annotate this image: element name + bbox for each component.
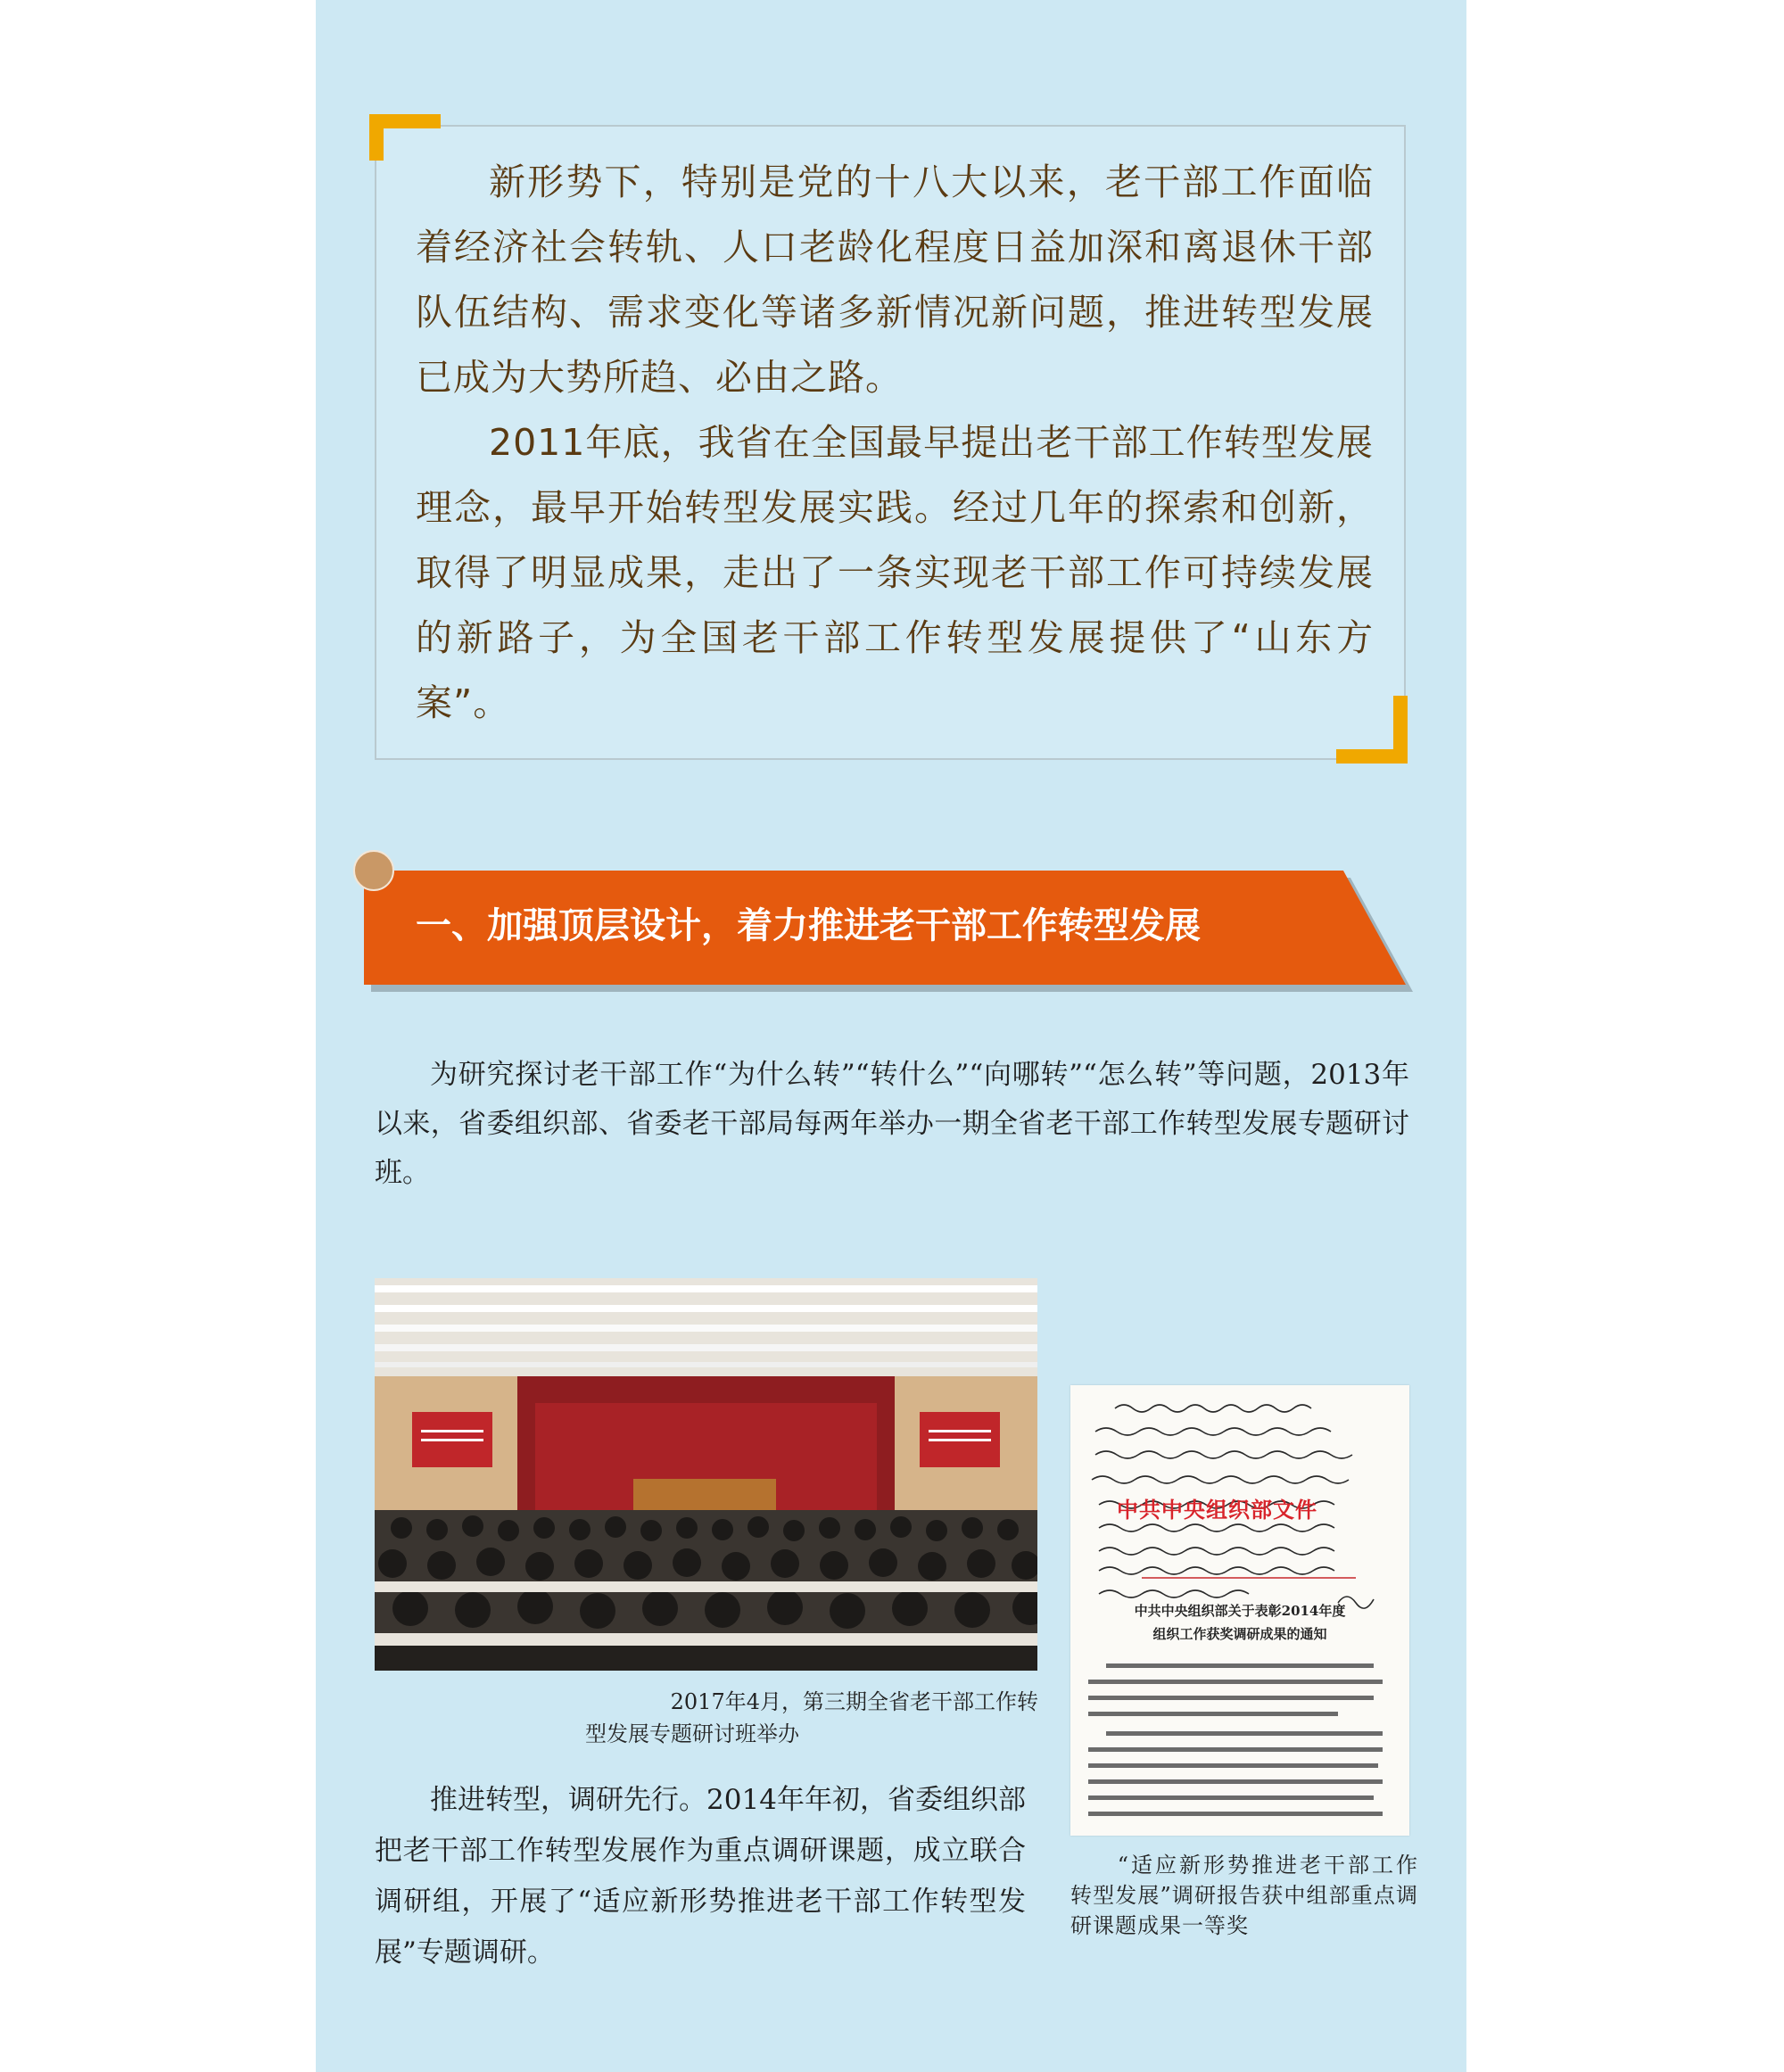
- document-header: 中共中央组织部文件: [1117, 1497, 1317, 1523]
- document-title-line-1: 中共中央组织部关于表彰2014年度: [1134, 1603, 1346, 1619]
- banner-bullet-icon: [353, 850, 394, 891]
- document-caption-text: “适应新形势推进老干部工作转型发展”调研报告获中组部重点调研课题成果一等奖: [1070, 1853, 1418, 1938]
- section-title: 一、加强顶层设计，着力推进老干部工作转型发展: [416, 905, 1201, 946]
- body-text-2: [375, 1775, 1026, 1978]
- intro-paragraph-2: 2011年底，我省在全国最早提出老干部工作转型发展理念，最早开始转型发展实践。经过几年的探索和创新，取得了明显成果，走出了一条实现老干部工作可持续发展的新路子，为全国老干部工作转型发展提供了“山东方案”。: [416, 421, 1374, 724]
- photo-caption: [571, 1686, 1044, 1750]
- body-paragraph-1: 为研究探讨老干部工作“为什么转”“转什么”“向哪转”“怎么转”等问题，2013年以来，省委组织部、省委老干部局每两年举办一期全省老干部工作转型发展专题研讨班。: [375, 1059, 1409, 1189]
- document-body-lines: [1088, 1658, 1392, 1828]
- intro-text: [416, 150, 1374, 736]
- photo-caption-line-1: 2017年4月，第三期全省老干部工作转: [670, 1689, 1038, 1714]
- body-text: [375, 1051, 1409, 1198]
- photo-caption-line-2: 型发展专题研讨班举办: [585, 1721, 799, 1746]
- intro-paragraph-1: 新形势下，特别是党的十八大以来，老干部工作面临着经济社会转轨、人口老龄化程度日益加深和离退休干部队伍结构、需求变化等诸多新情况新问题，推进转型发展已成为大势所趋、必由之路。: [416, 161, 1374, 399]
- body-paragraph-2: 推进转型，调研先行。2014年年初，省委组织部把老干部工作转型发展作为重点调研课题，成立联合调研组，开展了“适应新形势推进老干部工作转型发展”专题调研。: [375, 1784, 1026, 1969]
- document-image: [1070, 1385, 1409, 1836]
- document-title-line-2: 组织工作获奖调研成果的通知: [1152, 1626, 1327, 1642]
- document-caption: [1070, 1850, 1418, 1941]
- document-title: [1106, 1599, 1374, 1646]
- conference-photo: [375, 1278, 1037, 1671]
